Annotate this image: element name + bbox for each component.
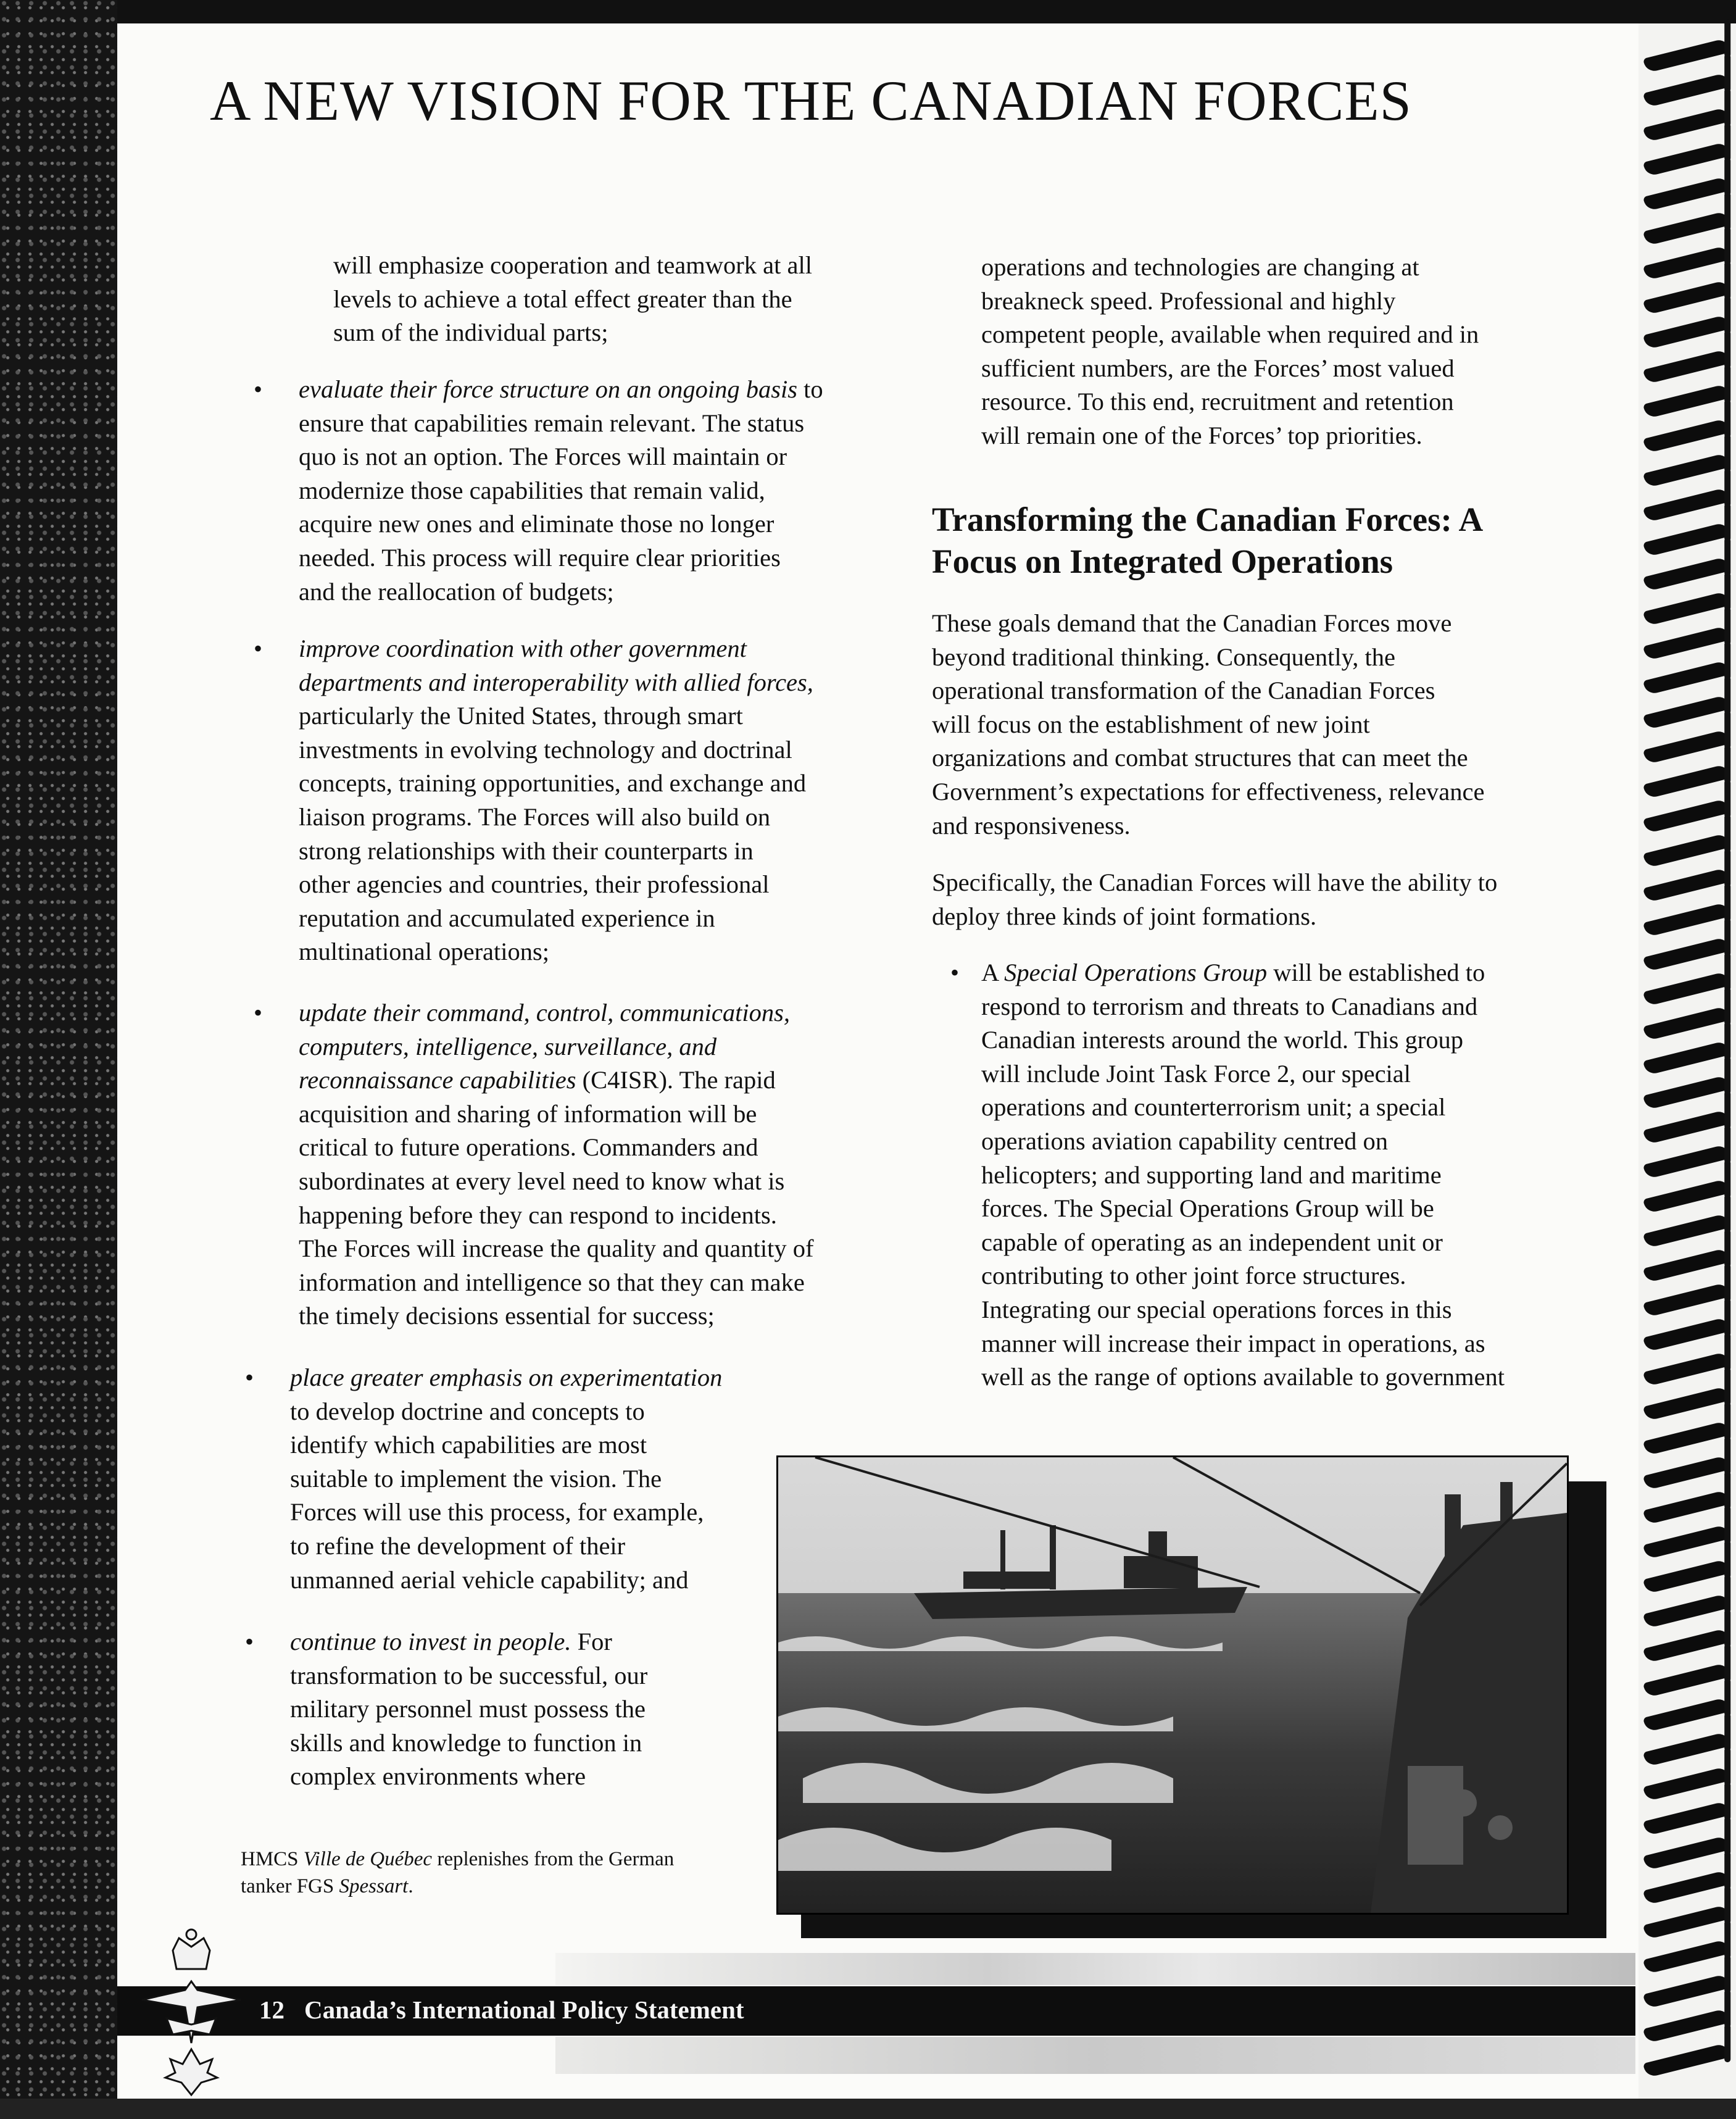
spiral-coil <box>1643 280 1730 315</box>
spiral-coil <box>1643 1040 1730 1075</box>
spiral-coil <box>1643 245 1730 280</box>
text-line: military personnel must possess the <box>290 1695 646 1723</box>
emphasis-text: evaluate their force structure on an ongoing basis <box>299 375 798 403</box>
text-line: happening before they can respond to incidents. <box>299 1201 777 1229</box>
spiral-coil <box>1643 591 1730 626</box>
text-line: will include Joint Task Force 2, our special <box>981 1059 1411 1088</box>
spiral-coil <box>1643 1904 1730 1939</box>
text-line: deploy three kinds of joint formations. <box>932 902 1317 930</box>
text-line: helicopters; and supporting land and maritime <box>981 1160 1442 1189</box>
spiral-coil <box>1643 971 1730 1006</box>
spiral-coil <box>1643 1075 1730 1110</box>
spiral-coil <box>1643 1801 1730 1836</box>
emphasis-text: reconnaissance capabilities <box>299 1066 576 1094</box>
bullet-c4isr <box>254 996 891 1333</box>
footer-stripe-top <box>555 1953 1635 1985</box>
text-line: sufficient numbers, are the Forces’ most valued <box>981 354 1455 382</box>
spiral-coil <box>1643 1835 1730 1870</box>
emphasis-text: improve coordination with other government <box>299 635 747 662</box>
paragraph-specifically <box>932 866 1611 933</box>
spiral-coil <box>1643 314 1730 349</box>
spiral-coil <box>1643 210 1730 246</box>
text-line: competent people, available when required and in <box>981 320 1479 349</box>
emphasis-text: computers, intelligence, surveillance, and <box>299 1032 717 1060</box>
text-line: sum of the individual parts; <box>333 318 608 347</box>
emphasis-text: Special Operations Group <box>1004 959 1268 986</box>
photo-caption <box>241 1846 728 1900</box>
spiral-coil <box>1643 176 1730 211</box>
bullet-experimentation <box>245 1361 771 1597</box>
bullet-invest-in-people <box>245 1625 771 1794</box>
photo-illustration <box>778 1457 1567 1913</box>
text-line: These goals demand that the Canadian Forces move <box>932 609 1452 637</box>
text-line: critical to future operations. Commanders and <box>299 1133 758 1162</box>
text-line: and responsiveness. <box>932 811 1131 839</box>
spiral-coil <box>1643 452 1730 488</box>
spiral-coil <box>1643 1386 1730 1421</box>
spiral-coil <box>1643 1731 1730 1767</box>
spiral-coil <box>1643 1455 1730 1490</box>
caption-tanker-name: Spessart <box>339 1875 409 1897</box>
page-number: 12 <box>259 1996 284 2024</box>
text-line: ensure that capabilities remain relevant. The status <box>299 409 805 437</box>
spiral-coil <box>1643 1213 1730 1248</box>
text-line: will remain one of the Forces’ top priorities. <box>981 421 1422 449</box>
bullet-force-structure <box>254 373 891 609</box>
text-line: complex environments where <box>290 1762 586 1791</box>
spiral-coil <box>1643 1247 1730 1283</box>
spiral-coil <box>1643 349 1730 384</box>
bullet-dot: • <box>950 959 960 986</box>
heading-line: Transforming the Canadian Forces: A <box>932 501 1484 538</box>
spiral-coil <box>1643 1317 1730 1352</box>
text-line: liaison programs. The Forces will also build on <box>299 802 771 831</box>
text-line: operations aviation capability centred on <box>981 1126 1389 1155</box>
spiral-coil <box>1643 383 1730 418</box>
spiral-coil <box>1643 2008 1730 2043</box>
text-line: the timely decisions essential for success; <box>299 1302 715 1330</box>
spiral-coil <box>1643 1973 1730 2009</box>
caption-text: tanker FGS <box>241 1875 339 1897</box>
text-line: acquisition and sharing of information will be <box>299 1099 757 1128</box>
spiral-coil <box>1643 902 1730 937</box>
spiral-coil <box>1643 1766 1730 1801</box>
spiral-coil <box>1643 522 1730 557</box>
text-line: manner will increase their impact in operations, as <box>981 1329 1485 1357</box>
text-line: Specifically, the Canadian Forces will have the ability to <box>932 868 1498 896</box>
emphasis-text: place greater emphasis on experimentation <box>290 1363 723 1391</box>
text-line: multinational operations; <box>299 938 550 966</box>
page-title: A NEW VISION FOR THE CANADIAN FORCES <box>210 69 1412 132</box>
text-line: levels to achieve a total effect greater than the <box>333 285 792 313</box>
caption-ship-name: Ville de Québec <box>303 1848 433 1870</box>
spiral-coil <box>1643 936 1730 972</box>
text-line: acquire new ones and eliminate those no longer <box>299 510 775 538</box>
text-line: For <box>571 1628 612 1655</box>
spiral-coil <box>1643 867 1730 902</box>
text-line: beyond traditional thinking. Consequently, the <box>932 643 1396 671</box>
text-line: other agencies and countries, their professional <box>299 870 770 899</box>
text-line: operations and technologies are changing at <box>981 253 1419 281</box>
text-line: skills and knowledge to function in <box>290 1728 642 1757</box>
spiral-coil <box>1643 660 1730 695</box>
caption-text: . <box>408 1875 413 1897</box>
bullet-dot: • <box>254 375 263 403</box>
text-line: and the reallocation of budgets; <box>299 577 614 606</box>
spiral-coil <box>1643 625 1730 660</box>
text-line: will focus on the establishment of new joint <box>932 710 1370 738</box>
text-line: to <box>797 375 823 403</box>
text-line: Integrating our special operations forces in this <box>981 1295 1452 1323</box>
spiral-coil <box>1643 1870 1730 1905</box>
bullet-coordination <box>254 632 891 969</box>
text-line: particularly the United States, through smart <box>299 702 743 730</box>
paragraph-goals <box>932 607 1611 843</box>
spiral-coil <box>1643 798 1730 833</box>
text-line: to develop doctrine and concepts to <box>290 1397 645 1425</box>
emphasis-text: continue to invest in people. <box>290 1628 571 1655</box>
heading-line: Focus on Integrated Operations <box>932 543 1393 580</box>
text-line: quo is not an option. The Forces will maintain or <box>299 443 787 471</box>
text-line: Government’s expectations for effectiveness, relevance <box>932 777 1485 806</box>
spiral-coil <box>1643 1939 1730 1974</box>
text-line: operations and counterterrorism unit; a special <box>981 1093 1446 1122</box>
text-line: forces. The Special Operations Group will be <box>981 1194 1434 1223</box>
text-line: A <box>981 959 1005 986</box>
spiral-coil <box>1643 1559 1730 1594</box>
bullet-dot: • <box>245 1628 254 1655</box>
spiral-coil <box>1643 2042 1730 2078</box>
scan-left-border <box>0 0 117 2119</box>
bullet-special-operations-group <box>950 956 1611 1394</box>
text-line: resource. To this end, recruitment and retention <box>981 388 1454 416</box>
spiral-coil <box>1643 487 1730 522</box>
spiral-coil <box>1643 107 1730 142</box>
right-continuation <box>981 251 1605 453</box>
spiral-coil <box>1643 833 1730 868</box>
text-line: (C4ISR). The rapid <box>576 1066 776 1094</box>
text-line: Forces will use this process, for example, <box>290 1498 704 1526</box>
emphasis-text: update their command, control, communications, <box>299 999 791 1026</box>
text-line: will be established to <box>1267 959 1485 986</box>
text-line: modernize those capabilities that remain valid, <box>299 476 765 504</box>
spiral-coil <box>1643 141 1730 177</box>
scan-bottom-border <box>0 2099 1736 2119</box>
spiral-coil <box>1643 38 1730 73</box>
text-line: concepts, training opportunities, and exchange and <box>299 769 807 797</box>
text-line: capable of operating as an independent unit or <box>981 1228 1443 1256</box>
bullet-dot: • <box>245 1363 254 1391</box>
ship-replenishment-photo <box>776 1455 1569 1915</box>
bullet-dot: • <box>254 999 263 1026</box>
text-line: reputation and accumulated experience in <box>299 904 715 932</box>
left-continuation <box>333 249 901 350</box>
text-line: investments in evolving technology and doctrinal <box>299 735 792 764</box>
publication-title: Canada’s International Policy Statement <box>304 1996 744 2024</box>
canadian-forces-badge-icon <box>130 1926 253 2099</box>
emphasis-text: departments and interoperability with allied forces, <box>299 668 813 696</box>
text-line: information and intelligence so that they can make <box>299 1268 805 1296</box>
footer-stripe-bottom <box>555 2037 1635 2074</box>
text-line: organizations and combat structures that can meet the <box>932 744 1468 772</box>
spiral-coil <box>1643 1282 1730 1317</box>
spiral-coil <box>1643 1489 1730 1525</box>
text-line: subordinates at every level need to know what is <box>299 1167 785 1195</box>
text-line: operational transformation of the Canadian Forces <box>932 676 1435 705</box>
text-line: strong relationships with their counterparts in <box>299 836 754 865</box>
scan-top-border <box>0 0 1736 25</box>
spiral-coil <box>1643 1178 1730 1214</box>
text-line: respond to terrorism and threats to Canadians and <box>981 992 1478 1020</box>
spiral-coil <box>1643 1109 1730 1144</box>
spiral-coil <box>1643 1144 1730 1179</box>
spiral-coil <box>1643 556 1730 591</box>
spiral-coil <box>1643 418 1730 453</box>
text-line: unmanned aerial vehicle capability; and <box>290 1565 689 1594</box>
spiral-coil <box>1643 1662 1730 1697</box>
text-line: The Forces will increase the quality and quantity of <box>299 1234 814 1263</box>
text-line: needed. This process will require clear priorities <box>299 543 781 572</box>
spiral-coil <box>1643 1697 1730 1732</box>
spiral-coil <box>1643 1420 1730 1455</box>
spiral-binding <box>1638 23 1736 2099</box>
text-line: Canadian interests around the world. This group <box>981 1026 1463 1054</box>
footer <box>259 1995 744 2025</box>
caption-text: replenishes from the German <box>432 1848 675 1870</box>
spiral-coil <box>1643 729 1730 764</box>
spiral-coil <box>1643 694 1730 730</box>
spiral-coil <box>1643 1524 1730 1559</box>
spiral-coil <box>1643 1351 1730 1386</box>
text-line: breakneck speed. Professional and highly <box>981 286 1396 315</box>
text-line: identify which capabilities are most <box>290 1431 647 1459</box>
text-line: contributing to other joint force structures. <box>981 1262 1406 1290</box>
text-line: to refine the development of their <box>290 1531 626 1560</box>
caption-text: HMCS <box>241 1848 304 1870</box>
text-line: will emphasize cooperation and teamwork at all <box>333 251 812 279</box>
spiral-coil <box>1643 1628 1730 1663</box>
spiral-coil <box>1643 72 1730 107</box>
bullet-dot: • <box>254 635 263 662</box>
spiral-coil <box>1643 1005 1730 1041</box>
spiral-coil <box>1643 1593 1730 1628</box>
text-line: transformation to be successful, our <box>290 1661 648 1689</box>
section-heading <box>932 499 1611 583</box>
text-line: suitable to implement the vision. The <box>290 1464 662 1492</box>
text-line: well as the range of options available to government <box>981 1363 1505 1391</box>
spiral-coil <box>1643 764 1730 799</box>
